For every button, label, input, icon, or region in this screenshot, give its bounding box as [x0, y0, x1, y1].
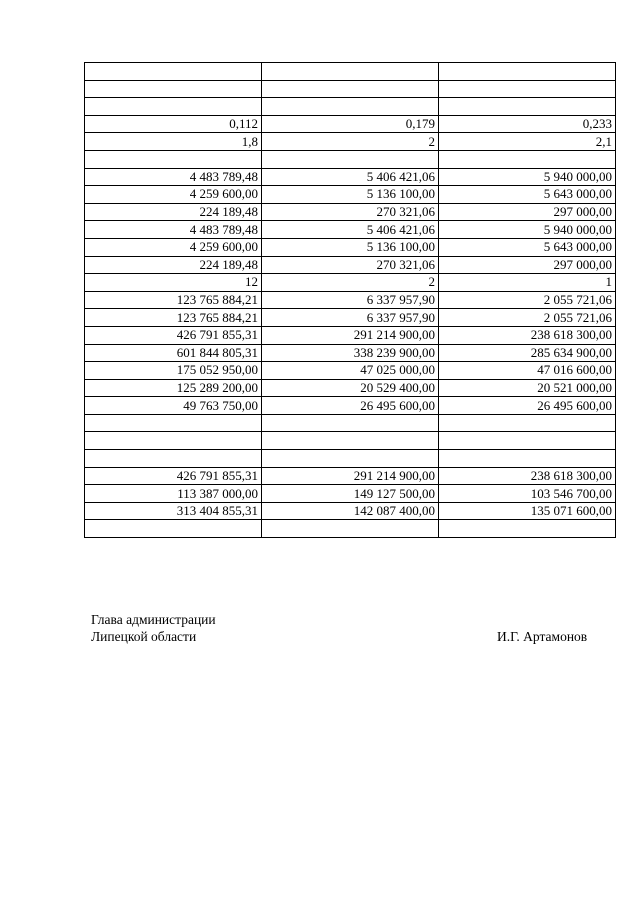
table-cell: 297 000,00	[439, 203, 616, 221]
signature-block	[91, 611, 216, 645]
table-row	[85, 115, 616, 133]
table-cell: 5 136 100,00	[262, 186, 439, 204]
signature-title-line1: Глава администрации	[91, 612, 216, 627]
signature-title-line2: Липецкой области	[91, 629, 197, 644]
table-cell: 338 239 900,00	[262, 344, 439, 362]
table-cell: 5 406 421,06	[262, 221, 439, 239]
table-row	[85, 168, 616, 186]
table-cell: 291 214 900,00	[262, 326, 439, 344]
table-cell	[85, 98, 262, 116]
table-cell	[85, 150, 262, 168]
table-cell: 26 495 600,00	[262, 397, 439, 415]
table-row	[85, 309, 616, 327]
table-cell	[262, 520, 439, 538]
table-cell: 49 763 750,00	[85, 397, 262, 415]
table-row	[85, 98, 616, 116]
table-cell: 47 016 600,00	[439, 362, 616, 380]
table-row	[85, 379, 616, 397]
table-row	[85, 203, 616, 221]
table-cell: 5 643 000,00	[439, 186, 616, 204]
table-row	[85, 362, 616, 380]
table-cell	[85, 432, 262, 450]
data-table-body	[85, 63, 616, 538]
table-row	[85, 485, 616, 503]
table-cell: 5 643 000,00	[439, 238, 616, 256]
table-cell	[439, 98, 616, 116]
table-row	[85, 414, 616, 432]
table-cell: 6 337 957,90	[262, 309, 439, 327]
table-row	[85, 326, 616, 344]
table-cell: 224 189,48	[85, 203, 262, 221]
table-cell: 123 765 884,21	[85, 291, 262, 309]
table-cell: 2	[262, 133, 439, 151]
table-row	[85, 80, 616, 98]
table-cell	[85, 80, 262, 98]
table-cell	[262, 98, 439, 116]
table-cell: 0,112	[85, 115, 262, 133]
table-cell	[439, 450, 616, 468]
table-cell	[439, 520, 616, 538]
table-cell	[262, 414, 439, 432]
table-cell: 270 321,06	[262, 256, 439, 274]
table-cell: 238 618 300,00	[439, 467, 616, 485]
table-row	[85, 397, 616, 415]
data-table	[84, 62, 616, 538]
table-cell: 47 025 000,00	[262, 362, 439, 380]
table-cell: 4 259 600,00	[85, 238, 262, 256]
table-cell: 5 940 000,00	[439, 221, 616, 239]
table-cell: 2 055 721,06	[439, 309, 616, 327]
table-cell: 1	[439, 274, 616, 292]
signature-name: И.Г. Артамонов	[497, 629, 588, 644]
table-cell	[85, 520, 262, 538]
table-cell	[439, 432, 616, 450]
table-row	[85, 256, 616, 274]
table-cell: 313 404 855,31	[85, 502, 262, 520]
table-row	[85, 63, 616, 81]
table-row	[85, 186, 616, 204]
table-cell: 26 495 600,00	[439, 397, 616, 415]
table-cell: 4 483 789,48	[85, 168, 262, 186]
table-cell: 426 791 855,31	[85, 467, 262, 485]
table-cell	[262, 150, 439, 168]
table-cell: 4 259 600,00	[85, 186, 262, 204]
table-row	[85, 520, 616, 538]
table-cell	[262, 63, 439, 81]
table-cell: 135 071 600,00	[439, 502, 616, 520]
table-cell: 142 087 400,00	[262, 502, 439, 520]
table-cell: 5 406 421,06	[262, 168, 439, 186]
table-cell: 123 765 884,21	[85, 309, 262, 327]
table-cell	[439, 150, 616, 168]
table-cell: 5 136 100,00	[262, 238, 439, 256]
table-cell: 149 127 500,00	[262, 485, 439, 503]
table-cell	[262, 450, 439, 468]
table-cell: 1,8	[85, 133, 262, 151]
table-row	[85, 344, 616, 362]
table-cell	[439, 63, 616, 81]
table-row	[85, 291, 616, 309]
table-cell: 5 940 000,00	[439, 168, 616, 186]
table-cell	[85, 450, 262, 468]
table-cell: 270 321,06	[262, 203, 439, 221]
table-row	[85, 274, 616, 292]
table-cell: 20 521 000,00	[439, 379, 616, 397]
table-cell: 601 844 805,31	[85, 344, 262, 362]
table-cell: 426 791 855,31	[85, 326, 262, 344]
table-row	[85, 432, 616, 450]
table-cell	[439, 80, 616, 98]
table-cell: 12	[85, 274, 262, 292]
table-cell: 2 055 721,06	[439, 291, 616, 309]
table-row	[85, 150, 616, 168]
table-cell: 175 052 950,00	[85, 362, 262, 380]
table-row	[85, 133, 616, 151]
table-cell: 20 529 400,00	[262, 379, 439, 397]
table-cell: 125 289 200,00	[85, 379, 262, 397]
table-row	[85, 238, 616, 256]
table-row	[85, 450, 616, 468]
table-cell	[85, 414, 262, 432]
table-cell: 103 546 700,00	[439, 485, 616, 503]
table-cell: 285 634 900,00	[439, 344, 616, 362]
table-row	[85, 467, 616, 485]
table-cell: 0,179	[262, 115, 439, 133]
table-cell	[439, 414, 616, 432]
table-cell	[262, 80, 439, 98]
table-cell: 238 618 300,00	[439, 326, 616, 344]
table-cell: 113 387 000,00	[85, 485, 262, 503]
table-cell: 297 000,00	[439, 256, 616, 274]
table-cell: 2	[262, 274, 439, 292]
table-row	[85, 221, 616, 239]
table-cell: 0,233	[439, 115, 616, 133]
table-cell: 224 189,48	[85, 256, 262, 274]
table-cell: 6 337 957,90	[262, 291, 439, 309]
table-cell: 2,1	[439, 133, 616, 151]
table-cell: 4 483 789,48	[85, 221, 262, 239]
table-cell	[85, 63, 262, 81]
table-row	[85, 502, 616, 520]
table-cell	[262, 432, 439, 450]
table-cell: 291 214 900,00	[262, 467, 439, 485]
